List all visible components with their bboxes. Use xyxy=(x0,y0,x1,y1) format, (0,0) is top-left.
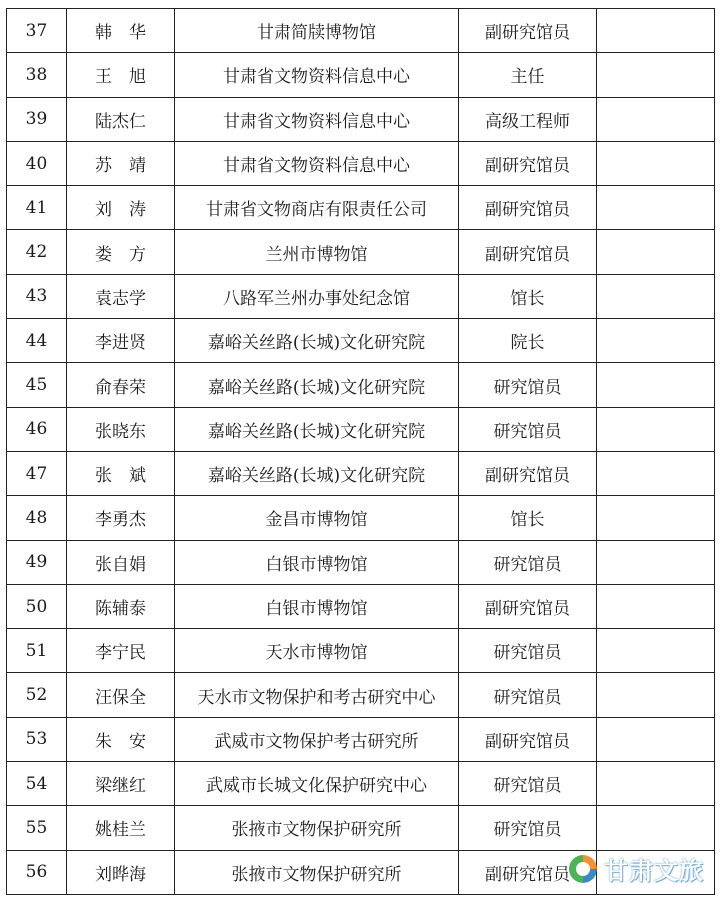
work-unit: 张掖市文物保护研究所 xyxy=(175,806,459,850)
table-row xyxy=(7,673,715,717)
row-number: 50 xyxy=(7,584,67,628)
work-unit: 武威市长城文化保护研究中心 xyxy=(175,762,459,806)
row-number: 47 xyxy=(7,451,67,495)
job-title: 研究馆员 xyxy=(459,762,597,806)
person-name: 李进贤 xyxy=(67,319,175,363)
row-number: 43 xyxy=(7,274,67,318)
row-number: 44 xyxy=(7,319,67,363)
row-number: 38 xyxy=(7,53,67,97)
remarks-cell xyxy=(597,274,715,318)
work-unit: 兰州市博物馆 xyxy=(175,230,459,274)
person-name: 刘 涛 xyxy=(67,186,175,230)
table-row xyxy=(7,496,715,540)
watermark-text: 甘肃文旅 xyxy=(604,857,704,885)
remarks-cell xyxy=(597,629,715,673)
person-name: 李宁民 xyxy=(67,629,175,673)
table-row xyxy=(7,407,715,451)
table-row xyxy=(7,540,715,584)
job-title: 主任 xyxy=(459,53,597,97)
job-title: 研究馆员 xyxy=(459,673,597,717)
person-name: 朱 安 xyxy=(67,717,175,761)
job-title: 副研究馆员 xyxy=(459,186,597,230)
table-row xyxy=(7,806,715,850)
work-unit: 甘肃简牍博物馆 xyxy=(175,9,459,53)
watermark xyxy=(566,851,704,886)
work-unit: 嘉峪关丝路(长城)文化研究院 xyxy=(175,363,459,407)
person-name: 刘晔海 xyxy=(67,850,175,894)
work-unit: 甘肃省文物资料信息中心 xyxy=(175,141,459,185)
remarks-cell xyxy=(597,319,715,363)
job-title: 研究馆员 xyxy=(459,629,597,673)
table-row xyxy=(7,274,715,318)
work-unit: 天水市文物保护和考古研究中心 xyxy=(175,673,459,717)
table-row xyxy=(7,319,715,363)
person-name: 梁继红 xyxy=(67,762,175,806)
table-row xyxy=(7,9,715,53)
work-unit: 张掖市文物保护研究所 xyxy=(175,850,459,894)
person-name: 张晓东 xyxy=(67,407,175,451)
row-number: 51 xyxy=(7,629,67,673)
job-title: 高级工程师 xyxy=(459,97,597,141)
gansu-wenlv-logo-icon xyxy=(566,852,600,886)
person-name: 王 旭 xyxy=(67,53,175,97)
work-unit: 嘉峪关丝路(长城)文化研究院 xyxy=(175,319,459,363)
work-unit: 甘肃省文物资料信息中心 xyxy=(175,97,459,141)
work-unit: 天水市博物馆 xyxy=(175,629,459,673)
remarks-cell xyxy=(597,141,715,185)
table-row xyxy=(7,717,715,761)
person-name: 张 斌 xyxy=(67,451,175,495)
row-number: 42 xyxy=(7,230,67,274)
remarks-cell xyxy=(597,451,715,495)
person-name: 苏 靖 xyxy=(67,141,175,185)
table-row xyxy=(7,53,715,97)
job-title: 副研究馆员 xyxy=(459,717,597,761)
job-title: 副研究馆员 xyxy=(459,451,597,495)
person-name: 韩 华 xyxy=(67,9,175,53)
person-name: 娄 方 xyxy=(67,230,175,274)
table-row xyxy=(7,186,715,230)
remarks-cell xyxy=(597,496,715,540)
row-number: 53 xyxy=(7,717,67,761)
person-name: 张自娟 xyxy=(67,540,175,584)
job-title: 副研究馆员 xyxy=(459,584,597,628)
remarks-cell xyxy=(597,97,715,141)
remarks-cell xyxy=(597,673,715,717)
table-row xyxy=(7,451,715,495)
job-title: 副研究馆员 xyxy=(459,230,597,274)
row-number: 46 xyxy=(7,407,67,451)
work-unit: 白银市博物馆 xyxy=(175,584,459,628)
work-unit: 嘉峪关丝路(长城)文化研究院 xyxy=(175,407,459,451)
row-number: 55 xyxy=(7,806,67,850)
job-title: 研究馆员 xyxy=(459,407,597,451)
work-unit: 金昌市博物馆 xyxy=(175,496,459,540)
person-name: 陆杰仁 xyxy=(67,97,175,141)
remarks-cell xyxy=(597,407,715,451)
table-body xyxy=(7,9,715,895)
remarks-cell xyxy=(597,363,715,407)
job-title: 副研究馆员 xyxy=(459,9,597,53)
person-name: 姚桂兰 xyxy=(67,806,175,850)
row-number: 41 xyxy=(7,186,67,230)
work-unit: 嘉峪关丝路(长城)文化研究院 xyxy=(175,451,459,495)
job-title: 副研究馆员 xyxy=(459,850,597,894)
work-unit: 甘肃省文物商店有限责任公司 xyxy=(175,186,459,230)
table-row xyxy=(7,141,715,185)
row-number: 54 xyxy=(7,762,67,806)
row-number: 48 xyxy=(7,496,67,540)
table-row xyxy=(7,97,715,141)
row-number: 37 xyxy=(7,9,67,53)
job-title: 研究馆员 xyxy=(459,806,597,850)
remarks-cell xyxy=(597,230,715,274)
work-unit: 八路军兰州办事处纪念馆 xyxy=(175,274,459,318)
remarks-cell xyxy=(597,806,715,850)
remarks-cell xyxy=(597,186,715,230)
remarks-cell xyxy=(597,540,715,584)
table-row xyxy=(7,629,715,673)
table-row xyxy=(7,584,715,628)
staff-list-table xyxy=(6,8,715,895)
row-number: 39 xyxy=(7,97,67,141)
remarks-cell xyxy=(597,9,715,53)
remarks-cell xyxy=(597,717,715,761)
table-row xyxy=(7,363,715,407)
job-title: 馆长 xyxy=(459,274,597,318)
job-title: 研究馆员 xyxy=(459,363,597,407)
row-number: 49 xyxy=(7,540,67,584)
person-name: 俞春荣 xyxy=(67,363,175,407)
row-number: 40 xyxy=(7,141,67,185)
work-unit: 武威市文物保护考古研究所 xyxy=(175,717,459,761)
remarks-cell xyxy=(597,584,715,628)
remarks-cell xyxy=(597,762,715,806)
job-title: 院长 xyxy=(459,319,597,363)
row-number: 45 xyxy=(7,363,67,407)
work-unit: 白银市博物馆 xyxy=(175,540,459,584)
remarks-cell xyxy=(597,53,715,97)
person-name: 汪保全 xyxy=(67,673,175,717)
job-title: 副研究馆员 xyxy=(459,141,597,185)
job-title: 馆长 xyxy=(459,496,597,540)
row-number: 56 xyxy=(7,850,67,894)
table-row xyxy=(7,230,715,274)
table-row xyxy=(7,762,715,806)
work-unit: 甘肃省文物资料信息中心 xyxy=(175,53,459,97)
person-name: 陈辅泰 xyxy=(67,584,175,628)
person-name: 李勇杰 xyxy=(67,496,175,540)
row-number: 52 xyxy=(7,673,67,717)
person-name: 袁志学 xyxy=(67,274,175,318)
job-title: 研究馆员 xyxy=(459,540,597,584)
